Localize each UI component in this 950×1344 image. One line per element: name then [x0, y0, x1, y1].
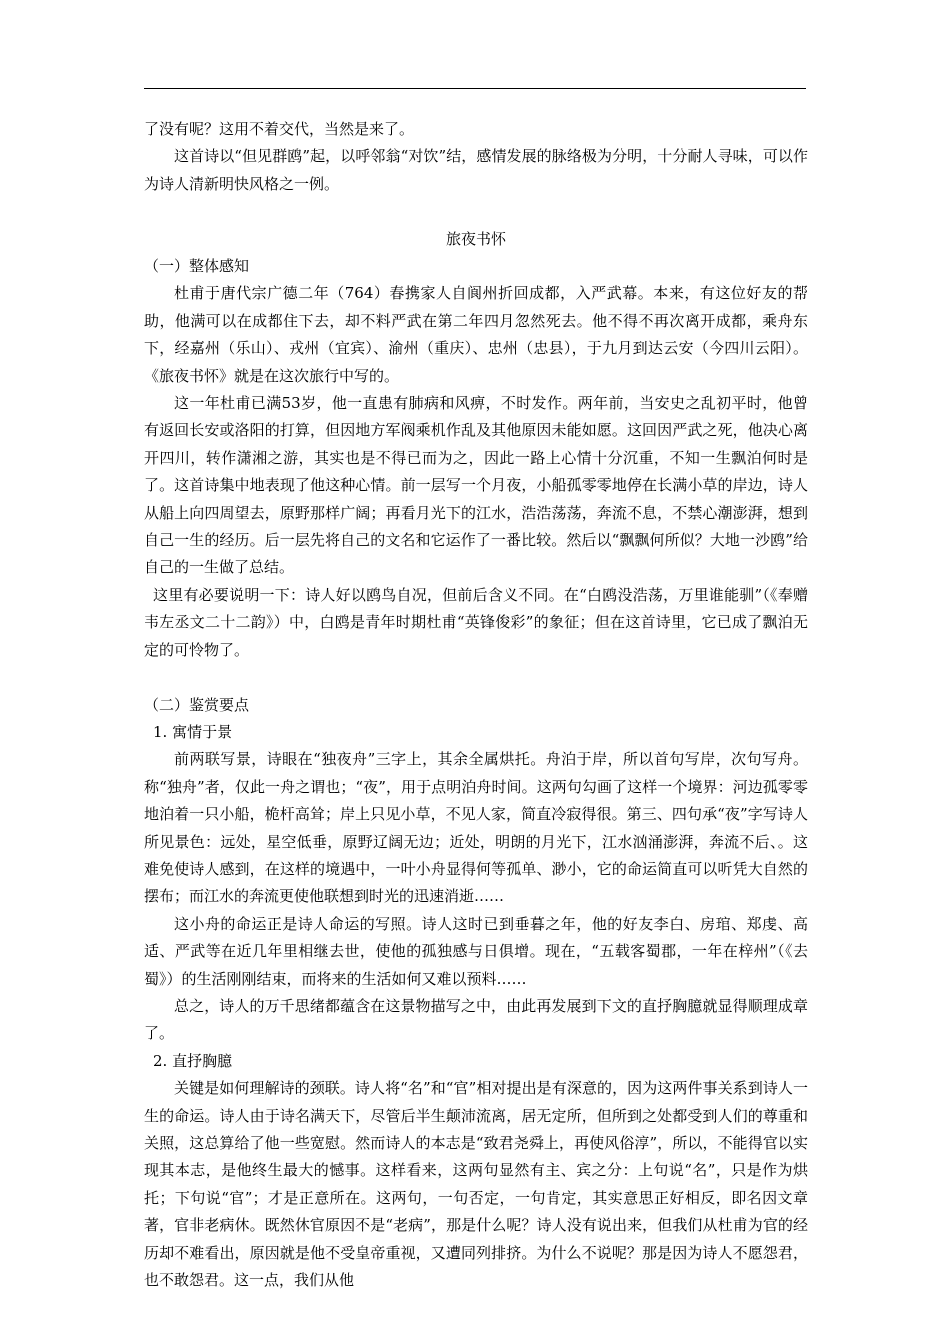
poem-title: 旅夜书怀 [445, 229, 506, 248]
document-body [144, 116, 808, 1294]
overview-paragraph-3: 这里有必要说明一下：诗人好以鸥鸟自况，但前后含义不同。在“白鸥没浩荡，万里谁能驯”（《奉赠韦左丞文二十二韵》）中，白鸥是青年时期杜甫“英锋俊彩”的象征；但在这首诗里，它已成了飘泊无定的可怜物了。 [144, 585, 808, 659]
header-rule [144, 88, 806, 89]
scenery-paragraph-2: 这小舟的命运正是诗人命运的写照。诗人这时已到垂暮之年，他的好友李白、房琯、郑虔、高适、严武等在近几年里相继去世，使他的孤独感与日俱增。现在，“五载客蜀郡，一年在梓州”（《去蜀》）的生活刚刚结束，而将来的生活如何又难以预料…… [144, 914, 808, 988]
spacer [144, 198, 808, 225]
direct-expression-paragraph-1: 关键是如何理解诗的颈联。诗人将“名”和“官”相对提出是有深意的，因为这两件事关系到诗人一生的命运。诗人由于诗名满天下，尽管后半生颠沛流离，居无定所，但所到之处都受到人们的尊重和关照，这总算给了他一些宽慰。然而诗人的本志是“致君尧舜上，再使风俗淳”，所以，不能得官以实现其本志，是他终生最大的憾事。这样看来，这两句显然有主、宾之分：上句说“名”，只是作为烘托；下句说“官”；才是正意所在。这两句，一句否定，一句肯定，其实意思正好相反，即名因文章著，官非老病休。既然休官原因不是“老病”，那是什么呢？诗人没有说出来，但我们从杜甫为官的经历却不难看出，原因就是他不受皇帝重视，又遭同列排挤。为什么不说呢？那是因为诗人不愿怨君，也不敢怨君。这一点，我们从他 [144, 1079, 808, 1290]
overview-paragraph-1: 杜甫于唐代宗广德二年（764）春携家人自阆州折回成都，入严武幕。本来，有这位好友的帮助，他满可以在成都住下去，却不料严武在第二年四月忽然死去。他不得不再次离开成都，乘舟东下，经嘉州（乐山）、戎州（宜宾）、渝州（重庆）、忠州（忠县），于九月到达云安（今四川云阳）。《旅夜书怀》就是在这次旅行中写的。 [144, 284, 808, 385]
overview-paragraph-2: 这一年杜甫已满53岁，他一直患有肺病和风痹，不时发作。两年前，当安史之乱初平时，他曾有返回长安或洛阳的打算，但因地方军阀乘机作乱及其他原因未能如愿。这回因严武之死，他决心离开四川，转作潇湘之游，其实也是不得已而为之，因此一路上心情十分沉重，不知一生飘泊何时是了。这首诗集中地表现了他这种心情。前一层写一个月夜，小船孤零零地停在长满小草的岸边，诗人从船上向四周望去，原野那样广阔；再看月光下的江水，浩浩荡荡，奔流不息，不禁心潮澎湃，想到自己一生的经历。后一层先将自己的文名和它运作了一番比较。然后以“飘飘何所似？大地一沙鸥”给自己的一生做了总结。 [144, 394, 808, 577]
spacer [144, 664, 808, 691]
scenery-paragraph-1: 前两联写景，诗眼在“独夜舟”三字上，其余全属烘托。舟泊于岸，所以首句写岸，次句写舟。称“独舟”者，仅此一舟之谓也；“夜”，用于点明泊舟时间。这两句勾画了这样一个境界：河边孤零零地泊着一只小船，桅杆高耸；岸上只见小草，不见人家，简直冷寂得很。第三、四句承“夜”字写诗人所见景色：远处，星空低垂，原野辽阔无边；近处，明朗的月光下，江水汹涌澎湃，奔流不后、。这难免使诗人感到，在这样的境遇中，一叶小舟显得何等孤单、渺小，它的命运简直可以听凭大自然的摆布；而江水的奔流更使他联想到时光的迅速消逝…… [144, 750, 808, 906]
intro-paragraph-2: 这首诗以“但见群鸥”起，以呼邻翁“对饮”结，感情发展的脉络极为分明，十分耐人寻味，可以作为诗人清新明快风格之一例。 [144, 147, 808, 193]
section-heading-overview: （一）整体感知 [144, 257, 250, 276]
subheading-scenery: 1. 寓情于景 [153, 722, 233, 741]
section-heading-appreciation: （二）鉴赏要点 [144, 695, 250, 714]
intro-paragraph-1: 了没有呢？这用不着交代，当然是来了。 [144, 120, 415, 138]
subheading-direct-expression: 2. 直抒胸臆 [153, 1051, 233, 1070]
scenery-paragraph-3: 总之，诗人的万千思绪都蕴含在这景物描写之中，由此再发展到下文的直抒胸臆就显得顺理成章了。 [144, 996, 808, 1043]
